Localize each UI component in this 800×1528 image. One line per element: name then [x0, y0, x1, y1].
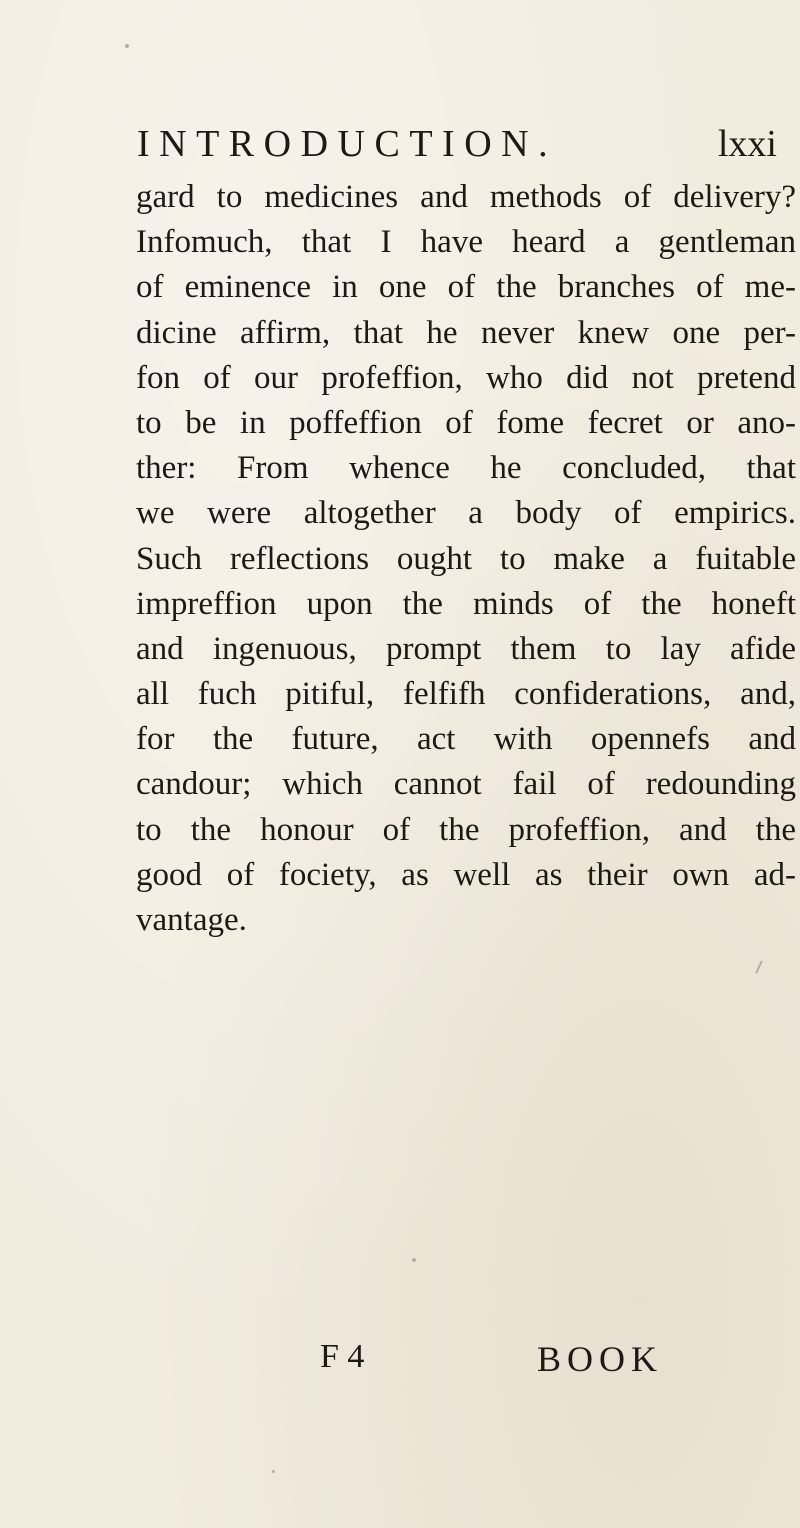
text-line: vantage. — [136, 902, 247, 938]
text-line: Infomuch, that I have heard a gentleman — [136, 224, 796, 261]
text-line: to the honour of the profeffion, and the — [136, 811, 796, 848]
body-text — [136, 175, 796, 943]
text-line: gard to medicines and methods of delivery? — [136, 179, 796, 215]
catchword: BOOK — [537, 1339, 664, 1379]
text-line: and ingenuous, prompt them to lay afide — [136, 630, 796, 667]
paper-speck — [272, 1470, 275, 1473]
text-line: impreffion upon the minds of the honeft — [136, 585, 796, 622]
page-header — [137, 122, 787, 172]
signature-mark: F 4 — [320, 1338, 365, 1375]
text-line: candour; which cannot fail of redounding — [136, 766, 796, 803]
text-line: dicine affirm, that he never knew one per- — [136, 314, 796, 351]
page-footer — [0, 1338, 800, 1388]
text-line: ther: From whence he concluded, that — [136, 450, 796, 487]
text-line: all fuch pitiful, felfifh confiderations, and, — [136, 676, 796, 713]
text-line: we were altogether a body of empirics. — [136, 495, 796, 532]
text-line: fon of our profeffion, who did not pretend — [136, 359, 796, 396]
text-line: for the future, act with opennefs and — [136, 721, 796, 758]
paper-speck — [412, 1258, 416, 1262]
text-line: Such reflections ought to make a fuitable — [136, 540, 796, 577]
text-line: good of fociety, as well as their own ad- — [136, 856, 796, 893]
page-number: lxxi — [717, 123, 777, 165]
text-line: of eminence in one of the branches of me- — [136, 269, 796, 306]
paper-speck — [125, 44, 129, 48]
running-title: INTRODUCTION. — [137, 123, 558, 165]
text-line: to be in poffeffion of fome fecret or ano- — [136, 404, 796, 441]
paper-speck — [755, 960, 763, 974]
